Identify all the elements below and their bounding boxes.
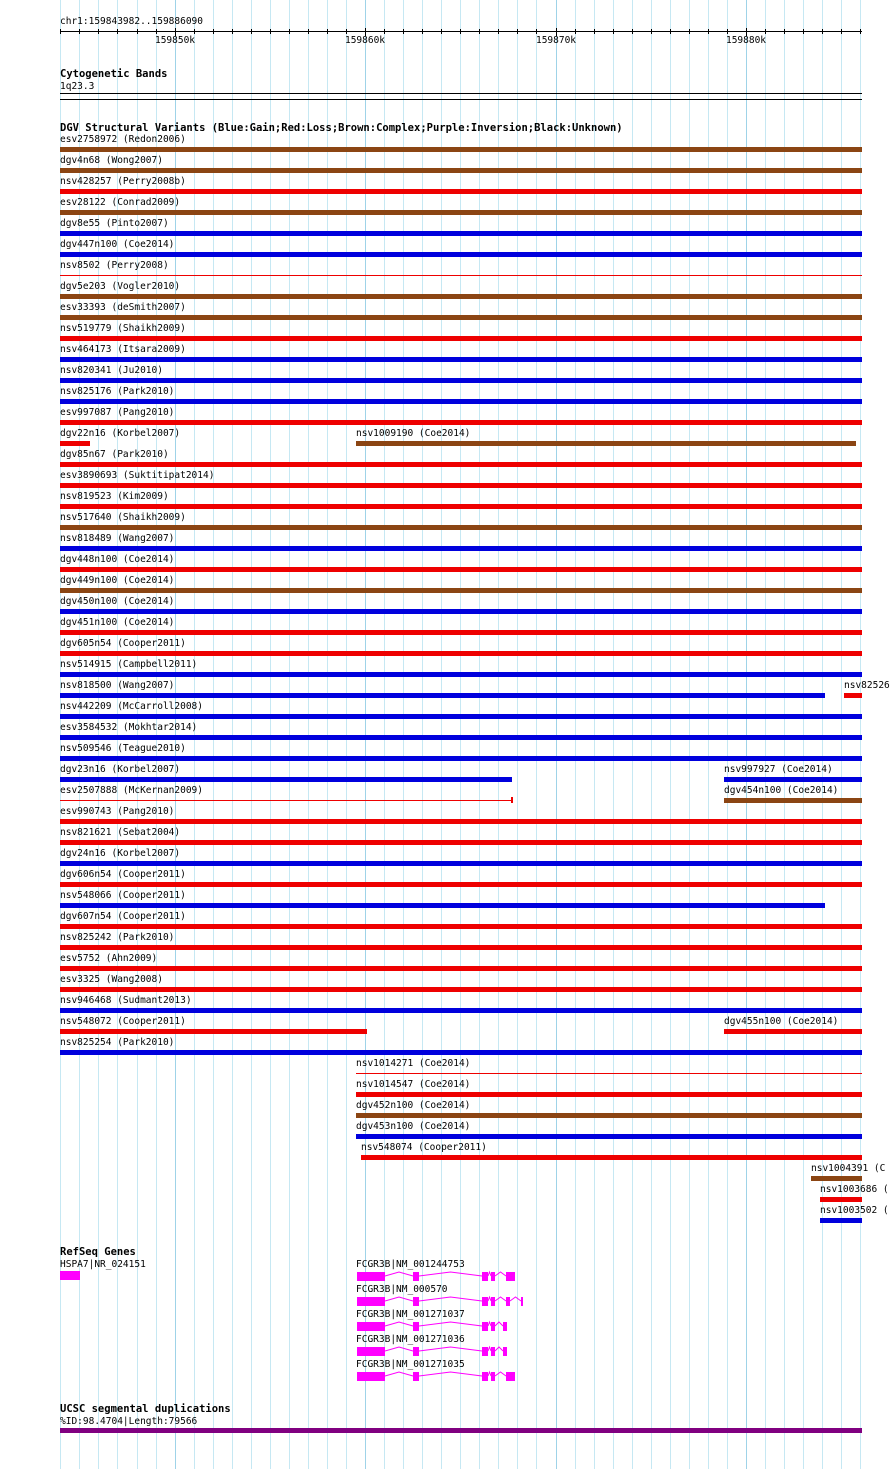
dgv-variant-label[interactable]: nsv819523 (Kim2009) [60, 491, 169, 502]
dgv-variant-label[interactable]: nsv442209 (McCarroll2008) [60, 701, 203, 712]
dgv-variant-label[interactable]: nsv818500 (Wang2007) [60, 680, 175, 691]
dgv-variant-label[interactable]: nsv464173 (Itsara2009) [60, 344, 186, 355]
dgv-variant-label[interactable]: dgv447n100 (Coe2014) [60, 239, 175, 250]
dgv-variant-label[interactable]: dgv448n100 (Coe2014) [60, 554, 175, 565]
dgv-variant-label[interactable]: nsv825242 (Park2010) [60, 932, 175, 943]
gene-exon [491, 1372, 495, 1381]
dgv-variant-label[interactable]: dgv453n100 (Coe2014) [356, 1121, 471, 1132]
gene-intron [495, 1272, 506, 1276]
segdup-label: %ID:98.4704|Length:79566 [60, 1416, 198, 1427]
dgv-variant-label[interactable]: nsv1003502 ( [820, 1205, 889, 1216]
gene-intron [385, 1347, 413, 1351]
dgv-variant-label[interactable]: nsv825254 (Park2010) [60, 1037, 175, 1048]
cytoband-label: 1q23.3 [60, 81, 95, 92]
dgv-variant-label[interactable]: nsv946468 (Sudmant2013) [60, 995, 192, 1006]
refseq-gene-label[interactable]: FCGR3B|NM_001271037 [356, 1309, 465, 1320]
dgv-variant-label[interactable]: esv28122 (Conrad2009) [60, 197, 181, 208]
dgv-variant-label[interactable]: nsv8502 (Perry2008) [60, 260, 169, 271]
gene-exon [357, 1272, 385, 1281]
dgv-variant-label[interactable]: nsv1009190 (Coe2014) [356, 428, 471, 439]
refseq-gene-label[interactable]: FCGR3B|NM_001271035 [356, 1359, 465, 1370]
dgv-variant-label[interactable]: nsv548072 (Cooper2011) [60, 1016, 186, 1027]
gene-intron [495, 1347, 503, 1351]
dgv-variant-label[interactable]: dgv452n100 (Coe2014) [356, 1100, 471, 1111]
dgv-variant-label[interactable]: nsv821621 (Sebat2004) [60, 827, 181, 838]
gene-exon [503, 1347, 507, 1356]
dgv-variant-label[interactable]: dgv24n16 (Korbel2007) [60, 848, 181, 859]
gene-intron [488, 1297, 491, 1301]
dgv-variant-label[interactable]: dgv450n100 (Coe2014) [60, 596, 175, 607]
dgv-variant-label[interactable]: dgv5e203 (Vogler2010) [60, 281, 181, 292]
dgv-variant-label[interactable]: nsv517640 (Shaikh2009) [60, 512, 186, 523]
gene-intron [385, 1322, 413, 1326]
dgv-variant-label[interactable]: nsv818489 (Wang2007) [60, 533, 175, 544]
gene-intron [385, 1297, 413, 1301]
gene-intron [488, 1347, 491, 1351]
ruler-tick-label: 159880k [725, 35, 767, 46]
gene-intron [510, 1297, 521, 1301]
gene-exon [413, 1297, 419, 1306]
gene-intron [419, 1372, 482, 1376]
gene-exon [506, 1272, 515, 1281]
cytoband-track-title: Cytogenetic Bands [60, 68, 168, 80]
dgv-variant-label[interactable]: dgv4n68 (Wong2007) [60, 155, 163, 166]
dgv-track-title: DGV Structural Variants (Blue:Gain;Red:Loss;Brown:Complex;Purple:Inversion;Black:Unknown) [60, 122, 623, 134]
dgv-variant-label[interactable]: dgv23n16 (Korbel2007) [60, 764, 181, 775]
gene-intron [495, 1322, 503, 1326]
gene-intron [488, 1372, 491, 1376]
dgv-variant-label[interactable]: nsv1014547 (Coe2014) [356, 1079, 471, 1090]
ruler-tick-label: 159850k [154, 35, 196, 46]
dgv-variant-label[interactable]: esv2507888 (McKernan2009) [60, 785, 203, 796]
gene-intron [419, 1297, 482, 1301]
gene-intron [419, 1322, 482, 1326]
gene-intron [419, 1272, 482, 1276]
ruler-tick-label: 159860k [344, 35, 386, 46]
gene-intron [495, 1297, 506, 1301]
gene-exon [506, 1297, 510, 1306]
gene-intron [385, 1272, 413, 1276]
gene-exon [482, 1372, 488, 1381]
refseq-gene-label[interactable]: FCGR3B|NM_001271036 [356, 1334, 465, 1345]
dgv-variant-label[interactable]: nsv509546 (Teague2010) [60, 743, 186, 754]
gene-exon [491, 1297, 495, 1306]
dgv-variant-label[interactable]: dgv454n100 (Coe2014) [724, 785, 839, 796]
dgv-variant-label[interactable]: nsv548066 (Cooper2011) [60, 890, 186, 901]
gene-exon [503, 1322, 507, 1331]
dgv-variant-label[interactable]: nsv428257 (Perry2008b) [60, 176, 186, 187]
gene-exon [60, 1271, 80, 1280]
gene-exon [357, 1297, 385, 1306]
dgv-variant-label[interactable]: nsv825176 (Park2010) [60, 386, 175, 397]
gene-exon [482, 1322, 488, 1331]
dgv-variant-label[interactable]: dgv85n67 (Park2010) [60, 449, 169, 460]
gene-exon [413, 1322, 419, 1331]
dgv-variant-label[interactable]: esv997087 (Pang2010) [60, 407, 175, 418]
segdup-track-title: UCSC segmental duplications [60, 1403, 231, 1415]
dgv-variant-label[interactable]: dgv22n16 (Korbel2007) [60, 428, 181, 439]
gene-exon [482, 1272, 488, 1281]
dgv-variant-label[interactable]: nsv519779 (Shaikh2009) [60, 323, 186, 334]
dgv-variant-label[interactable]: esv3325 (Wang2008) [60, 974, 163, 985]
dgv-variant-label[interactable]: dgv449n100 (Coe2014) [60, 575, 175, 586]
dgv-variant-label[interactable]: esv5752 (Ahn2009) [60, 953, 158, 964]
gene-exon [491, 1322, 495, 1331]
gene-exon [491, 1272, 495, 1281]
dgv-variant-label[interactable]: dgv607n54 (Cooper2011) [60, 911, 186, 922]
ruler-position: chr1:159843982..159886090 [60, 16, 203, 27]
refseq-gene-label[interactable]: FCGR3B|NM_001244753 [356, 1259, 465, 1270]
gene-exon [506, 1372, 515, 1381]
dgv-variant-label[interactable]: dgv605n54 (Cooper2011) [60, 638, 186, 649]
dgv-variant-label[interactable]: nsv82526 [844, 680, 890, 691]
dgv-variant-label[interactable]: nsv1003686 ( [820, 1184, 889, 1195]
dgv-variant-label[interactable]: esv3890693 (Suktitipat2014) [60, 470, 215, 481]
refseq-track-title: RefSeq Genes [60, 1246, 136, 1258]
refseq-gene-label[interactable]: FCGR3B|NM_000570 [356, 1284, 448, 1295]
gene-intron [488, 1272, 491, 1276]
dgv-variant-label[interactable]: esv33393 (deSmith2007) [60, 302, 186, 313]
gene-intron [419, 1347, 482, 1351]
refseq-gene-label[interactable]: HSPA7|NR_024151 [60, 1259, 146, 1270]
dgv-variant-label[interactable]: dgv8e55 (Pinto2007) [60, 218, 169, 229]
gene-intron [488, 1322, 491, 1326]
segdup-feature[interactable] [60, 1428, 862, 1433]
dgv-variant-label[interactable]: dgv455n100 (Coe2014) [724, 1016, 839, 1027]
dgv-variant-label[interactable]: nsv548074 (Cooper2011) [361, 1142, 487, 1153]
gene-exon [482, 1347, 488, 1356]
dgv-variant-label[interactable]: esv3584532 (Mokhtar2014) [60, 722, 198, 733]
gene-exon [413, 1272, 419, 1281]
ruler-tick-label: 159870k [535, 35, 577, 46]
gene-exon [491, 1347, 495, 1356]
gene-exon [413, 1347, 419, 1356]
gene-intron [495, 1372, 506, 1376]
gene-exon [413, 1372, 419, 1381]
gene-exon [482, 1297, 488, 1306]
gene-intron [385, 1372, 413, 1376]
gene-exon [357, 1372, 385, 1381]
dgv-variant-label[interactable]: nsv997927 (Coe2014) [724, 764, 833, 775]
dgv-variant-label[interactable]: esv2758972 (Redon2006) [60, 134, 186, 145]
gene-exon [357, 1347, 385, 1356]
dgv-variant-label[interactable]: nsv514915 (Campbell2011) [60, 659, 198, 670]
dgv-variant-label[interactable]: nsv820341 (Ju2010) [60, 365, 163, 376]
dgv-variant-label[interactable]: esv990743 (Pang2010) [60, 806, 175, 817]
gene-exon [521, 1297, 523, 1306]
dgv-variant-label[interactable]: dgv606n54 (Cooper2011) [60, 869, 186, 880]
gene-exon [357, 1322, 385, 1331]
dgv-variant-label[interactable]: nsv1004391 (C [811, 1163, 886, 1174]
dgv-variant-label[interactable]: dgv451n100 (Coe2014) [60, 617, 175, 628]
dgv-variant-label[interactable]: nsv1014271 (Coe2014) [356, 1058, 471, 1069]
